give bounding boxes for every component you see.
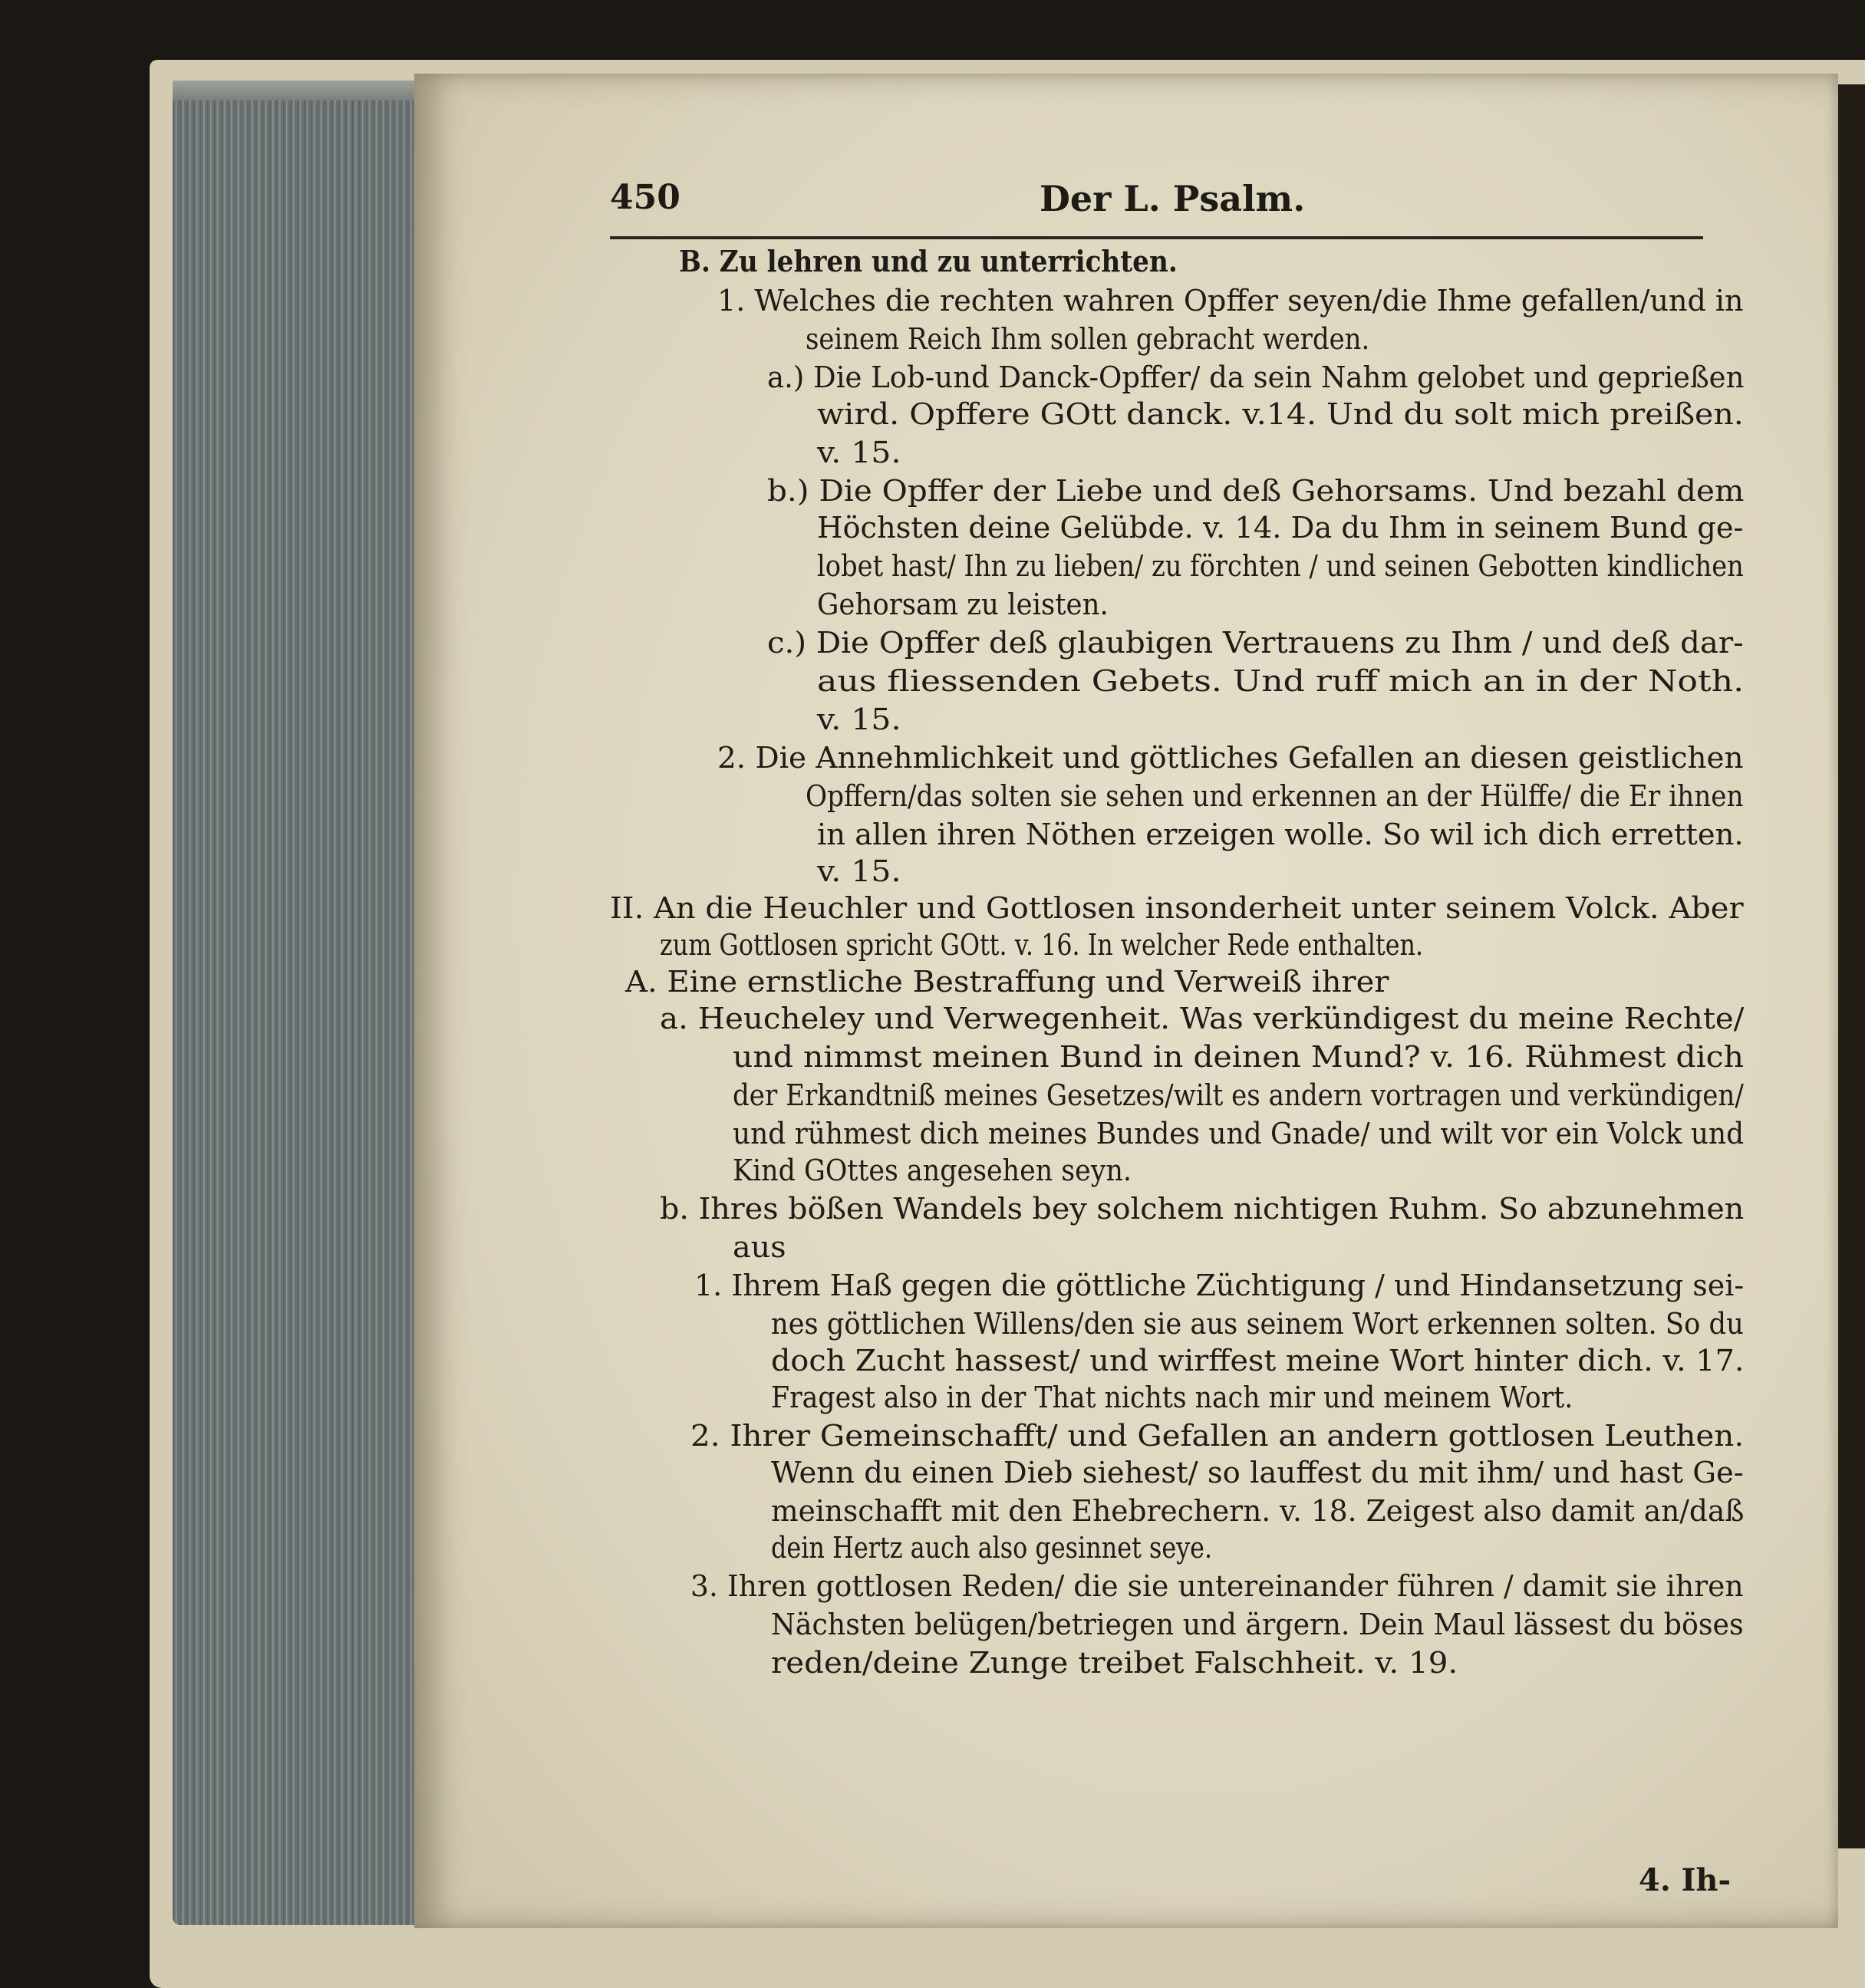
text-line: lobet hast/ Ihn zu lieben/ zu förchten / und seinen Gebotten kindlichen	[817, 549, 1744, 583]
text-line: 1. Ihrem Haß gegen die göttliche Züchtigung / und Hindansetzung sei-	[694, 1269, 1745, 1302]
page-header	[610, 178, 1699, 232]
text-line: in allen ihren Nöthen erzeigen wolle. So wil ich dich erretten.	[817, 818, 1744, 851]
text-line: 1. Welches die rechten wahren Opffer seyen/die Ihme gefallen/und in	[717, 284, 1744, 318]
text-line: 2. Die Annehmlichkeit und göttliches Gefallen an diesen geistlichen	[717, 741, 1744, 775]
text-line: v. 15.	[817, 703, 901, 736]
text-line: Gehorsam zu leisten.	[817, 588, 1109, 621]
text-line: B. Zu lehren und zu unterrichten.	[679, 244, 1178, 278]
page-number: 450	[610, 178, 680, 217]
text-line: a. Heucheley und Verwegenheit. Was verkündigest du meine Rechte/	[660, 1002, 1745, 1035]
text-line: b. Ihres bößen Wandels bey solchem nichtigen Ruhm. So abzunehmen	[660, 1192, 1745, 1226]
header-rule	[610, 236, 1703, 239]
text-line: der Erkandtniß meines Gesetzes/wilt es andern vortragen und verkündigen/	[733, 1078, 1744, 1112]
text-line: a.) Die Lob-und Danck-Opffer/ da sein Nahm gelobet und geprießen	[767, 360, 1745, 394]
text-line: doch Zucht hassest/ und wirffest meine Wort hinter dich. v. 17.	[771, 1344, 1745, 1377]
running-title: Der L. Psalm.	[1040, 178, 1306, 219]
text-line: 2. Ihrer Gemeinschafft/ und Gefallen an andern gottlosen Leuthen.	[690, 1419, 1745, 1453]
text-line: Fragest also in der That nichts nach mir und meinem Wort.	[771, 1381, 1573, 1414]
facing-page-edge	[1834, 84, 1865, 1848]
text-line: A. Eine ernstliche Bestraffung und Verweiß ihrer	[625, 965, 1389, 999]
text-line: seinem Reich Ihm sollen gebracht werden.	[806, 322, 1370, 356]
text-line: aus fliessenden Gebets. Und ruff mich an in der Noth.	[817, 664, 1745, 698]
text-line: Wenn du einen Dieb siehest/ so lauffest du mit ihm/ und hast Ge-	[771, 1456, 1744, 1489]
text-line: 3. Ihren gottlosen Reden/ die sie untereinander führen / damit sie ihren	[690, 1569, 1744, 1603]
text-line: Opffern/das solten sie sehen und erkennen an der Hülffe/ die Er ihnen	[806, 779, 1744, 813]
text-line: b.) Die Opffer der Liebe und deß Gehorsams. Und bezahl dem	[767, 474, 1745, 508]
text-line: und rühmest dich meines Bundes und Gnade/ und wilt vor ein Volck und	[733, 1117, 1745, 1150]
catchword: 4. Ih-	[1639, 1862, 1732, 1898]
text-line: Kind GOttes angesehen seyn.	[733, 1154, 1132, 1187]
text-line: II. An die Heuchler und Gottlosen insonderheit unter seinem Volck. Aber	[610, 891, 1744, 925]
text-line: v. 15.	[817, 854, 901, 888]
text-line: aus	[733, 1230, 786, 1264]
text-line: c.) Die Opffer deß glaubigen Vertrauens zu Ihm / und deß dar-	[767, 626, 1744, 660]
text-line: Höchsten deine Gelübde. v. 14. Da du Ihm in seinem Bund ge-	[817, 511, 1744, 545]
text-line: reden/deine Zunge treibet Falschheit. v. 19.	[771, 1646, 1458, 1680]
text-line: meinschafft mit den Ehebrechern. v. 18. Zeigest also damit an/daß	[771, 1494, 1745, 1528]
text-line: v. 15.	[817, 436, 901, 469]
text-line: und nimmst meinen Bund in deinen Mund? v. 16. Rühmest dich	[733, 1040, 1744, 1074]
text-line: wird. Opffere GOtt danck. v.14. Und du solt mich preißen.	[817, 397, 1744, 431]
text-line: dein Hertz auch also gesinnet seye.	[771, 1531, 1213, 1565]
text-line: nes göttlichen Willens/den sie aus seinem Wort erkennen solten. So du	[771, 1307, 1744, 1341]
text-line: Nächsten belügen/betriegen und ärgern. Dein Maul lässest du böses	[771, 1608, 1744, 1641]
text-line: zum Gottlosen spricht GOtt. v. 16. In welcher Rede enthalten.	[660, 928, 1424, 962]
page-block-edge	[173, 81, 417, 1925]
